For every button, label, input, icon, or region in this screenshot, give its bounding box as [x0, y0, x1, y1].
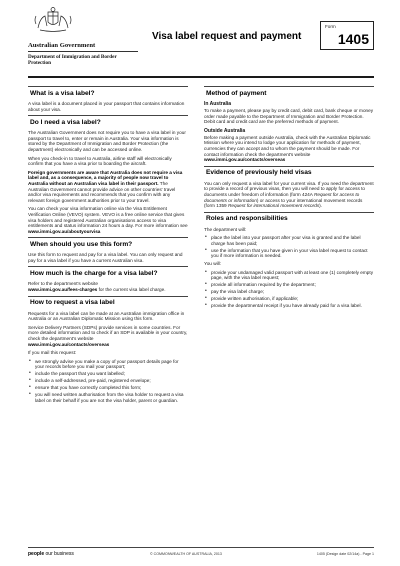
- fees-charges-link[interactable]: www.immi.gov.au/fees-charges: [28, 287, 98, 293]
- section-title: Roles and responsibilities: [204, 212, 374, 225]
- government-name: Australian Government: [28, 42, 96, 49]
- paragraph-text: ).: [319, 203, 323, 209]
- list-item: • you will need written authorisation from the visa holder to request a visa label on their behalf if you are not the visa holder, parent or guardian.: [28, 392, 188, 403]
- slogan-bold: people: [28, 551, 45, 557]
- paragraph: [28, 325, 188, 347]
- list-item: • provide written authorisation, if applicable;: [204, 296, 374, 302]
- subheading: In Australia: [204, 101, 232, 107]
- department-duties-list: [204, 235, 374, 259]
- paragraph: [204, 181, 374, 209]
- paragraph-text: Service Delivery Partners (SDPs) provide services in some countries. For more detailed information and to check if an SDP is available in your country, check the department's website: [28, 324, 188, 342]
- section-when-use-form: [28, 237, 188, 263]
- section-title: Evidence of previously held visas: [204, 166, 374, 179]
- paragraph: If you mail this request:: [28, 350, 77, 356]
- section-title: Do I need a visa label?: [28, 115, 188, 128]
- list-item: • we strongly advise you make a copy of your passport details page for your records before you mail your passport;: [28, 359, 188, 370]
- footer-divider: [28, 547, 374, 548]
- paragraph: [28, 170, 188, 204]
- form-number-box: [320, 21, 374, 50]
- subheading: Outside Australia: [204, 127, 246, 134]
- agency-block: [28, 42, 138, 66]
- paragraph-text: The Australian Government cannot provide advice on other countries' travel and/or visa requirements and recommends that you confirm with any relevant foreign government authorities prior to your travel.: [28, 180, 176, 203]
- list-item: • include the passport that you want labelled;: [28, 371, 188, 377]
- form-name: Request for access to documents or information: [204, 191, 360, 203]
- list-item: • provide your undamaged valid passport with at least one (1) completely empty page, with the visa label request;: [204, 270, 374, 281]
- section-title: Method of payment: [204, 86, 374, 99]
- paragraph: When you check-in to travel to Australia, airline staff will electronically confirm that you have a visa prior to boarding the aircraft.: [28, 155, 172, 167]
- paragraph: [28, 206, 188, 234]
- paragraph-text: You can only request a visa label for your current visa. If you need the department to provide a record of previous visas, then you will need to apply for access to documents under freedom of information (form 424A: [204, 180, 374, 197]
- bold-statement: Foreign governments are aware that Australia does not require a visa label and, as a consequence, a majority of people now travel to Australia without an Australian visa label in their passport.: [28, 169, 183, 186]
- header-divider: [28, 76, 374, 78]
- left-column: [28, 84, 188, 407]
- paragraph: Use this form to request and pay for a visa label. You can only request and pay for a visa label if you have a current Australian visa.: [28, 252, 183, 263]
- section-roles: [204, 212, 374, 309]
- paragraph: The department will:: [204, 226, 247, 232]
- applicant-duties-list: [204, 270, 374, 309]
- paragraph: [28, 281, 188, 292]
- paragraph: The Australian Government does not require you to have a visa label in your passport to travel to, enter or remain in Australia. Your visa information is stored by the Department of Immigration and Border Protection (the department) electronically and can be accessed online.: [28, 130, 186, 152]
- section-charge: [28, 266, 188, 292]
- agency-divider: [28, 51, 138, 52]
- form-label: Form: [325, 24, 336, 29]
- contacts-overseas-link[interactable]: www.immi.gov.au/contacts/overseas: [28, 341, 110, 347]
- section-previous-visas: [204, 166, 374, 209]
- list-item: • pay the visa label charge;: [204, 289, 374, 295]
- footer-page-ref: 1405 (Design date 02/14a) - Page 1: [316, 552, 374, 556]
- footer-slogan: [28, 551, 74, 557]
- department-name: Department of Immigration and Border Protection: [28, 53, 117, 66]
- section-title: What is a visa label?: [28, 86, 188, 99]
- paragraph: A visa label is a document placed in your passport that contains information about your visa.: [28, 101, 185, 112]
- list-item: • place the label into your passport after your visa is granted and the label charge has been paid;: [204, 235, 374, 246]
- form-number: 1405: [337, 31, 369, 47]
- footer-copyright: © COMMONWEALTH OF AUSTRALIA, 2013: [150, 552, 222, 556]
- section-what-is-visa-label: [28, 86, 188, 112]
- mail-request-list: [28, 359, 188, 404]
- coat-of-arms-icon: [30, 6, 76, 36]
- list-item: • provide all information required by the department;: [204, 282, 374, 288]
- list-item: • ensure that you have correctly completed this form;: [28, 385, 188, 391]
- section-title: How much is the charge for a visa label?: [28, 266, 188, 279]
- document-title: Visa label request and payment: [152, 31, 302, 42]
- section-title: When should you use this form?: [28, 237, 188, 250]
- list-item: • provide the departmental receipt if you have already paid for a visa label.: [204, 303, 374, 309]
- paragraph-text: ) or access to your international movement records (form 1359: [204, 197, 363, 209]
- paragraph-text: for the current visa label charge.: [97, 287, 166, 293]
- about-visa-link[interactable]: www.immi.gov.au/aboutyourvisa: [28, 228, 101, 234]
- list-item: • use the information that you have given in your visa label request to contact you if more information is needed.: [204, 248, 374, 259]
- list-item: • include a self-addressed, pre-paid, registered envelope;: [28, 378, 188, 384]
- paragraph: You will:: [204, 261, 222, 267]
- contacts-overseas-link[interactable]: www.immi.gov.au/contacts/overseas: [204, 157, 286, 163]
- right-column: [204, 84, 374, 312]
- paragraph-text: Refer to the department's website: [28, 281, 98, 287]
- paragraph-text: You can check your visa information online via the Visa Entitlement Verification Online (VEVO) system. VEVO is a free online service that gives visa holders and registered Australian organisations access to visa entitlements and status information 24 hours a day. For more information see: [28, 206, 188, 229]
- section-method-of-payment: [204, 86, 374, 163]
- paragraph: [204, 135, 374, 163]
- paragraph-text: Before making a payment outside Australia, check with the Australian Diplomatic Mission where you intend to lodge your application for methods of payment, currencies they can accept and to whom the payment should be made. For contact information check the department's website: [204, 134, 371, 157]
- form-name: Request for international movement records: [227, 203, 320, 209]
- slogan-rest: our business: [44, 551, 74, 557]
- section-title: How to request a visa label: [28, 296, 188, 309]
- paragraph: To make a payment, please pay by credit card, debit card, bank cheque or money order made payable to the Department of Immigration and Border Protection. Debit card and credit card are the preferred methods of payment.: [204, 108, 374, 125]
- section-need-visa-label: [28, 115, 188, 234]
- paragraph: Requests for a visa label can be made at an Australian immigration office in Australia or an Australian Diplomatic Mission using this form.: [28, 310, 185, 322]
- section-how-to-request: [28, 296, 188, 404]
